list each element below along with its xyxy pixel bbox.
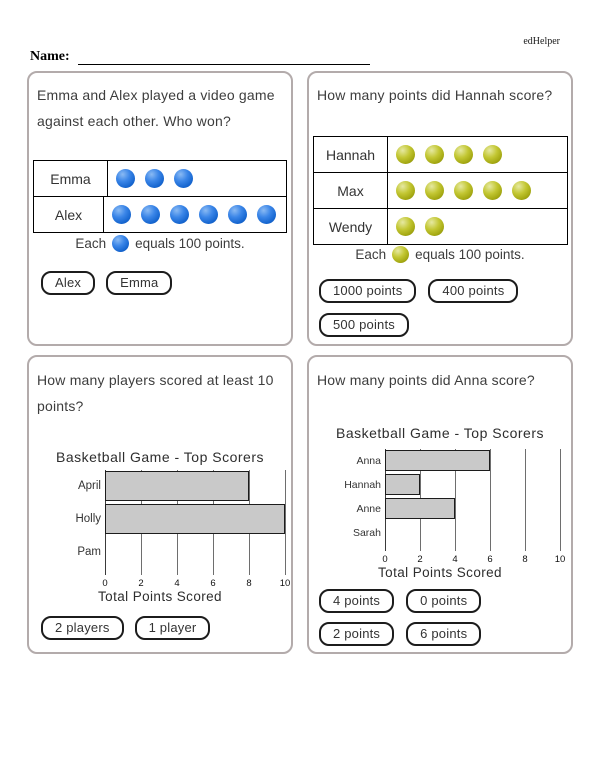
answer-choices bbox=[41, 616, 281, 640]
answer-button[interactable]: 0 points bbox=[406, 589, 481, 613]
yellow-counter-ball-icon bbox=[483, 181, 502, 200]
category-label: Anne bbox=[356, 503, 381, 515]
x-tick-label: 2 bbox=[138, 578, 144, 589]
pictograph-legend bbox=[309, 246, 571, 263]
panel-q2 bbox=[307, 71, 573, 346]
answer-button[interactable]: Emma bbox=[106, 271, 172, 295]
legend-prefix: Each bbox=[355, 247, 387, 262]
x-tick-label: 6 bbox=[210, 578, 216, 589]
blue-counter-ball-icon bbox=[112, 205, 131, 224]
answer-choices bbox=[319, 589, 511, 646]
question-text bbox=[317, 82, 565, 108]
yellow-counter-ball-icon bbox=[396, 145, 415, 164]
panel-q4 bbox=[307, 355, 573, 654]
answer-button[interactable]: Alex bbox=[41, 271, 95, 295]
question-line: points? bbox=[37, 398, 84, 414]
answer-button[interactable]: 4 points bbox=[319, 589, 394, 613]
pictograph-row-counters bbox=[388, 137, 567, 172]
blue-counter-ball-icon bbox=[257, 205, 276, 224]
question-line: How many points did Hannah score? bbox=[317, 87, 553, 103]
answer-button[interactable]: 1000 points bbox=[319, 279, 416, 303]
yellow-counter-ball-icon bbox=[392, 246, 409, 263]
question-line: against each other. Who won? bbox=[37, 113, 231, 129]
name-label: Name: bbox=[30, 49, 70, 64]
blue-counter-ball-icon bbox=[116, 169, 135, 188]
question-text bbox=[317, 367, 565, 393]
gridline bbox=[560, 449, 561, 551]
bar bbox=[385, 498, 455, 519]
pictograph-row bbox=[314, 137, 567, 173]
chart-title: Basketball Game - Top Scorers bbox=[336, 425, 544, 441]
x-tick-label: 8 bbox=[246, 578, 252, 589]
pictograph-row-label: Max bbox=[314, 173, 388, 208]
pictograph-row-counters bbox=[388, 209, 567, 244]
category-label: Holly bbox=[75, 513, 101, 525]
question-line: How many players scored at least 10 bbox=[37, 372, 274, 388]
answer-button[interactable]: 400 points bbox=[428, 279, 518, 303]
answer-button[interactable]: 6 points bbox=[406, 622, 481, 646]
legend-suffix: equals 100 points. bbox=[415, 247, 525, 262]
chart-row bbox=[344, 473, 560, 497]
pictograph-row-counters bbox=[104, 197, 286, 232]
answer-button[interactable]: 500 points bbox=[319, 313, 409, 337]
category-label: Sarah bbox=[352, 527, 381, 539]
yellow-counter-ball-icon bbox=[483, 145, 502, 164]
pictograph-row-label: Alex bbox=[34, 197, 104, 232]
question-text bbox=[37, 367, 285, 419]
question-line: How many points did Anna score? bbox=[317, 372, 535, 388]
pictograph-table bbox=[33, 160, 287, 233]
x-tick-label: 8 bbox=[522, 554, 528, 565]
x-tick-label: 0 bbox=[382, 554, 388, 565]
x-tick-label: 0 bbox=[102, 578, 108, 589]
x-axis-label: Total Points Scored bbox=[98, 589, 222, 604]
answer-button[interactable]: 2 points bbox=[319, 622, 394, 646]
pictograph-row-counters bbox=[388, 173, 567, 208]
category-label: Pam bbox=[77, 546, 101, 558]
blue-counter-ball-icon bbox=[145, 169, 164, 188]
answer-button[interactable]: 2 players bbox=[41, 616, 124, 640]
bar bbox=[385, 474, 420, 495]
legend-prefix: Each bbox=[75, 236, 107, 251]
pictograph-row-counters bbox=[108, 161, 286, 196]
name-row bbox=[30, 48, 370, 65]
yellow-counter-ball-icon bbox=[425, 145, 444, 164]
chart-row bbox=[352, 521, 560, 545]
bar bbox=[105, 471, 249, 501]
chart-row bbox=[77, 470, 285, 503]
x-tick-label: 2 bbox=[417, 554, 423, 565]
chart-row bbox=[75, 503, 285, 536]
gridline bbox=[285, 470, 286, 575]
category-label: Hannah bbox=[344, 479, 381, 491]
pictograph-row-label: Emma bbox=[34, 161, 108, 196]
panel-q1 bbox=[27, 71, 293, 346]
category-label: April bbox=[77, 480, 101, 492]
question-text bbox=[37, 82, 285, 134]
category-label: Anna bbox=[356, 455, 381, 467]
answer-button[interactable]: 1 player bbox=[135, 616, 211, 640]
x-axis-label: Total Points Scored bbox=[378, 565, 502, 580]
edhelper-logo-text: edHelper bbox=[523, 36, 560, 47]
answer-choices bbox=[41, 271, 281, 295]
x-tick-label: 4 bbox=[174, 578, 180, 589]
yellow-counter-ball-icon bbox=[425, 217, 444, 236]
pictograph-row bbox=[34, 161, 286, 197]
bar-chart bbox=[75, 470, 291, 589]
blue-counter-ball-icon bbox=[174, 169, 193, 188]
pictograph-row bbox=[34, 197, 286, 232]
pictograph-table bbox=[313, 136, 568, 245]
x-tick-label: 6 bbox=[487, 554, 493, 565]
blue-counter-ball-icon bbox=[170, 205, 189, 224]
yellow-counter-ball-icon bbox=[454, 145, 473, 164]
panel-q3 bbox=[27, 355, 293, 654]
yellow-counter-ball-icon bbox=[396, 181, 415, 200]
blue-counter-ball-icon bbox=[228, 205, 247, 224]
pictograph-row-label: Wendy bbox=[314, 209, 388, 244]
yellow-counter-ball-icon bbox=[425, 181, 444, 200]
bar bbox=[385, 450, 490, 471]
yellow-counter-ball-icon bbox=[512, 181, 531, 200]
chart-row bbox=[356, 497, 560, 521]
pictograph-row-label: Hannah bbox=[314, 137, 388, 172]
chart-row bbox=[77, 536, 285, 569]
chart-title: Basketball Game - Top Scorers bbox=[56, 449, 264, 465]
bar bbox=[105, 504, 285, 534]
blue-counter-ball-icon bbox=[141, 205, 160, 224]
legend-suffix: equals 100 points. bbox=[135, 236, 245, 251]
bar-chart bbox=[344, 449, 566, 565]
chart-row bbox=[356, 449, 560, 473]
x-tick-label: 4 bbox=[452, 554, 458, 565]
name-input-line[interactable] bbox=[78, 48, 370, 65]
pictograph-legend bbox=[29, 235, 291, 252]
answer-choices bbox=[319, 279, 549, 337]
yellow-counter-ball-icon bbox=[396, 217, 415, 236]
question-line: Emma and Alex played a video game bbox=[37, 87, 275, 103]
yellow-counter-ball-icon bbox=[454, 181, 473, 200]
blue-counter-ball-icon bbox=[199, 205, 218, 224]
pictograph-row bbox=[314, 209, 567, 244]
blue-counter-ball-icon bbox=[112, 235, 129, 252]
x-tick-label: 10 bbox=[279, 578, 291, 589]
x-tick-label: 10 bbox=[554, 554, 566, 565]
pictograph-row bbox=[314, 173, 567, 209]
